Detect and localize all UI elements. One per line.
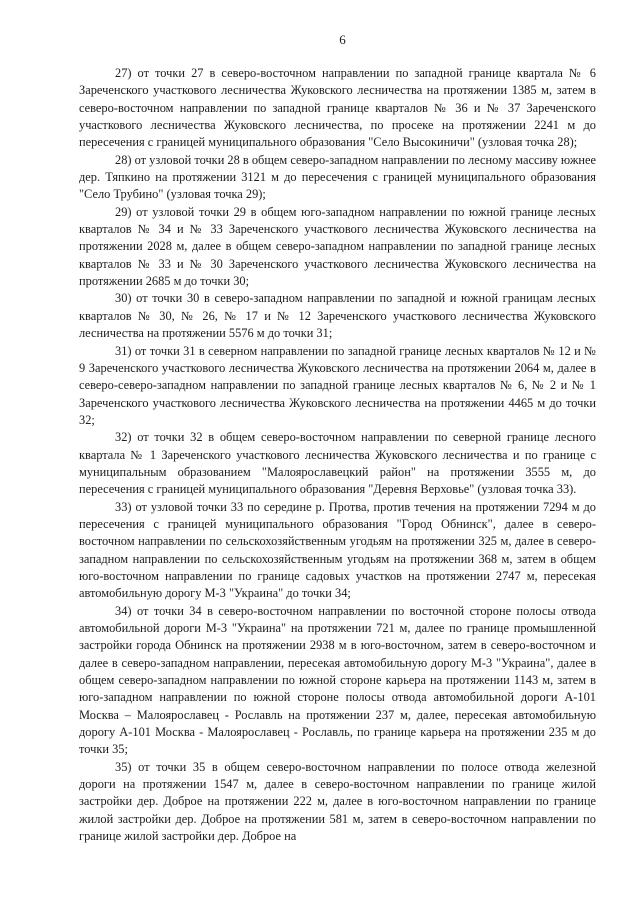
- paragraph-27: 27) от точки 27 в северо-восточном направлении по западной границе квартала № 6 Зареченского участкового лесничества Жуковского лесничества на протяжении 1385 м, затем в северо-восточном направлении по западной границе кварталов № 36 и № 37 Зареченского участкового лесничества Жуковского лесничества, по просеке на протяжении 2241 м до пересечения с границей муниципального образования "Село Высокиничи" (узловая точка 28);: [79, 66, 596, 150]
- paragraph-30: 30) от точки 30 в северо-западном направлении по западной и южной границам лесных кварталов № 30, № 26, № 17 и № 12 Зареченского участкового лесничества Жуковского лесничества на протяжении 5576 м до точки 31;: [79, 291, 596, 341]
- paragraph-29: 29) от узловой точки 29 в общем юго-западном направлении по южной границе лесных кварталов № 34 и № 33 Зареченского участкового лесничества Жуковского лесничества на протяжении 2028 м, далее в общем северо-западном направлении по западной границе лесных кварталов № 33 и № 30 Зареченского участкового лесничества Жуковского лесничества на протяжении 2685 м до точки 30;: [79, 204, 596, 289]
- paragraph-35: 35) от точки 35 в общем северо-восточном направлении по полосе отвода железной дороги на протяжении 1547 м, далее в северо-восточном направлении по границе жилой застройки дер. Доброе на протяжении 222 м, далее в юго-восточном направлении по границе жилой застройки дер. Доброе на протяжении 581 м, затем в северо-восточном направлении по границе жилой застройки дер. Доброе на: [79, 759, 596, 844]
- paragraph-34: 34) от точки 34 в северо-восточном направлении по восточной стороне полосы отвода автомобильной дороги М-3 "Украина" на протяжении 721 м, далее по границе промышленной застройки города Обнинск на протяжении 2938 м в юго-восточном, затем в северо-восточном и далее в северо-западном направлении, пересекая автомобильную дорогу М-3 "Украина", далее в общем северо-западном направлении по южной стороне карьера на протяжении 1143 м, затем в юго-западном направлении по южной стороне полосы отвода автомобильной дороги А-101 Москва – Малоярославец - Рославль на протяжении 237 м, далее, пересекая автомобильную дорогу А-101 Москва - Малоярославец - Рославль, по границе карьера на протяжении 235 м до точки 35;: [79, 603, 596, 757]
- paragraph-33: 33) от узловой точки 33 по середине р. Протва, против течения на протяжении 7294 м до пересечения с границей муниципального образования "Город Обнинск", далее в северо-восточном направлении по сельскохозяйственным угодьям на протяжении 325 м, далее в северо-западном направлении по сельскохозяйственным угодьям на протяжении 368 м, затем в общем юго-восточном направлении по границе садовых участков на протяжении 2747 м, пересекая автомобильную дорогу М-3 "Украина" до точки 34;: [79, 499, 596, 601]
- paragraph-28: 28) от узловой точки 28 в общем северо-западном направлении по лесному массиву южнее дер. Тяпкино на протяжении 3121 м до пересечения с границей муниципального образования "Село Трубино" (узловая точка 29);: [79, 152, 597, 202]
- paragraph-31: 31) от точки 31 в северном направлении по западной границе лесных кварталов № 12 и № 9 Зареченского участкового лесничества Жуковского лесничества на протяжении 2064 м, далее в северо-северо-западном направлении по западной границе лесных кварталов № 6, № 2 и № 1 Зареченского участкового лесничества Жуковского лесничества на протяжении 4465 м до точки 32;: [79, 343, 596, 427]
- page-number: 6: [339, 32, 346, 47]
- paragraph-32: 32) от точки 32 в общем северо-восточном направлении по северной границе лесного квартала № 1 Зареченского участкового лесничества Жуковского лесничества и по границе с муниципальным образованием "Малоярославецкий район" на протяжении 3555 м, до пересечения с границей муниципального образования "Деревня Верховье" (узловая точка 33).: [79, 430, 596, 497]
